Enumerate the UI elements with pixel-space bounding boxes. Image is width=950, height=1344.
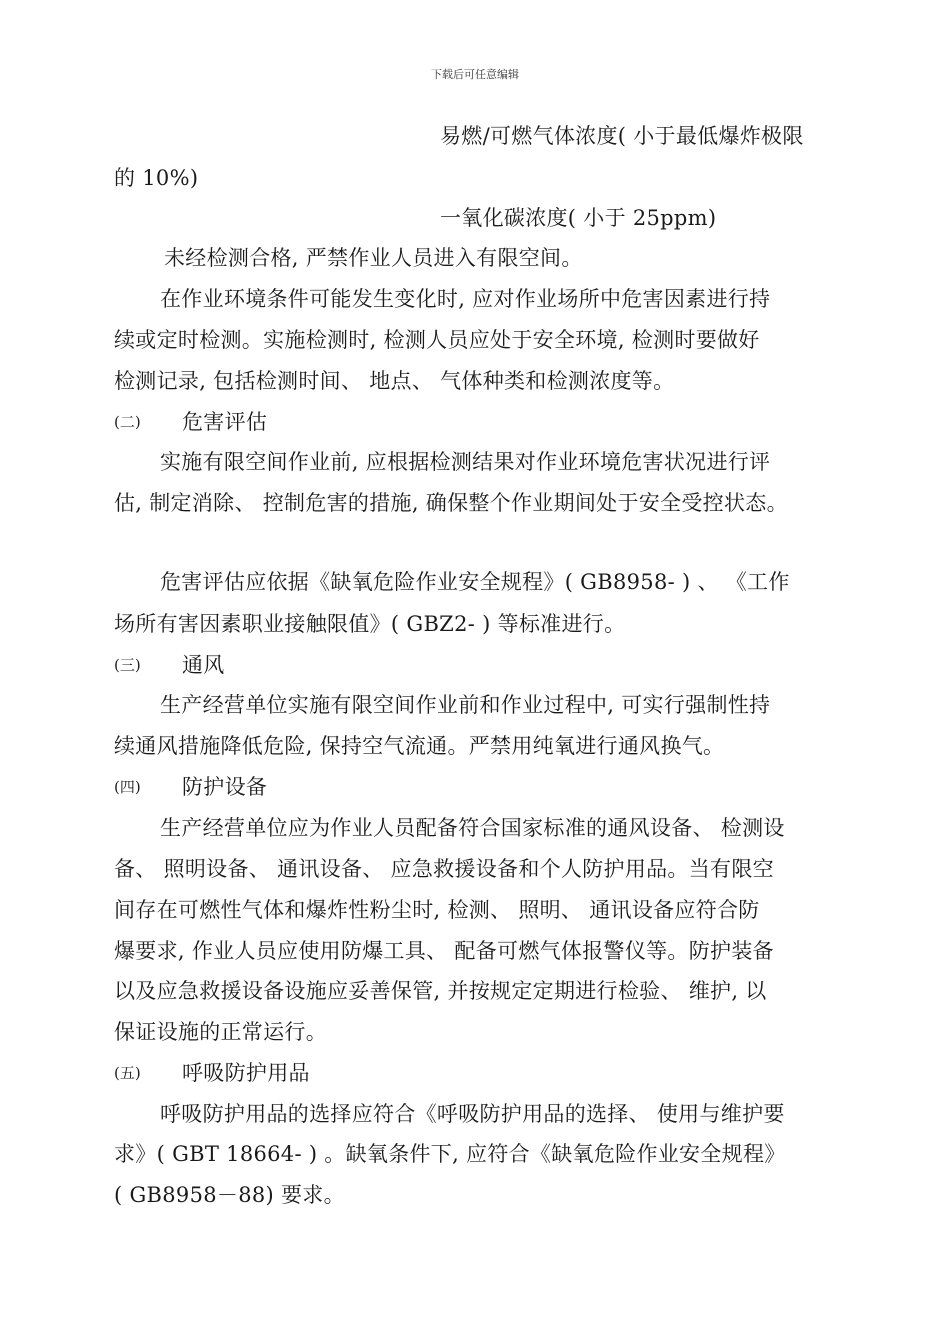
text-line: 爆要求, 作业人员应使用防爆工具、 配备可燃气体报警仪等。防护装备 [114,939,774,963]
section-number: (五) [114,1064,141,1082]
text-line: 危害评估应依据《缺氧危险作业安全规程》( GB8958- ) 、 《工作 [160,570,790,594]
text-line: 检测记录, 包括检测时间、 地点、 气体种类和检测浓度等。 [114,369,675,393]
page-header: 下载后可任意编辑 [431,68,519,81]
text-line: 估, 制定消除、 控制危害的措施, 确保整个作业期间处于安全受控状态。 [114,491,788,515]
section-title: 通风 [182,653,225,677]
text-line: ( GB8958－88) 要求。 [114,1183,345,1207]
section-number: (三) [114,656,141,674]
section-title: 危害评估 [182,410,268,434]
text-line: 生产经营单位实施有限空间作业前和作业过程中, 可实行强制性持 [160,693,771,717]
text-line: 实施有限空间作业前, 应根据检测结果对作业环境危害状况进行评 [160,450,771,474]
text-line: 一氧化碳浓度( 小于 25ppm) [440,206,717,230]
text-line: 求》( GBT 18664- ) 。缺氧条件下, 应符合《缺氧危险作业安全规程》 [114,1142,786,1166]
text-line: 以及应急救援设备设施应妥善保管, 并按规定定期进行检验、 维护, 以 [114,979,767,1003]
section-title: 呼吸防护用品 [182,1061,310,1085]
text-line: 场所有害因素职业接触限值》( GBZ2- ) 等标准进行。 [114,612,626,636]
text-line: 呼吸防护用品的选择应符合《呼吸防护用品的选择、 使用与维护要 [160,1102,785,1126]
text-line: 生产经营单位应为作业人员配备符合国家标准的通风设备、 检测设 [160,816,785,840]
text-line: 间存在可燃性气体和爆炸性粉尘时, 检测、 照明、 通讯设备应符合防 [114,898,760,922]
section-title: 防护设备 [182,775,268,799]
text-line: 保证设施的正常运行。 [114,1020,327,1044]
text-line: 易燃/可燃气体浓度( 小于最低爆炸极限 [440,124,804,148]
text-line: 备、 照明设备、 通讯设备、 应急救援设备和个人防护用品。当有限空 [114,857,774,881]
text-line: 的 10%) [114,166,199,190]
text-line: 在作业环境条件可能发生变化时, 应对作业场所中危害因素进行持 [160,287,771,311]
text-line: 续或定时检测。实施检测时, 检测人员应处于安全环境, 检测时要做好 [114,328,760,352]
section-number: (四) [114,778,141,796]
text-line: 续通风措施降低危险, 保持空气流通。严禁用纯氧进行通风换气。 [114,734,725,758]
section-number: (二) [114,413,141,431]
text-line: 未经检测合格, 严禁作业人员进入有限空间。 [164,246,583,270]
